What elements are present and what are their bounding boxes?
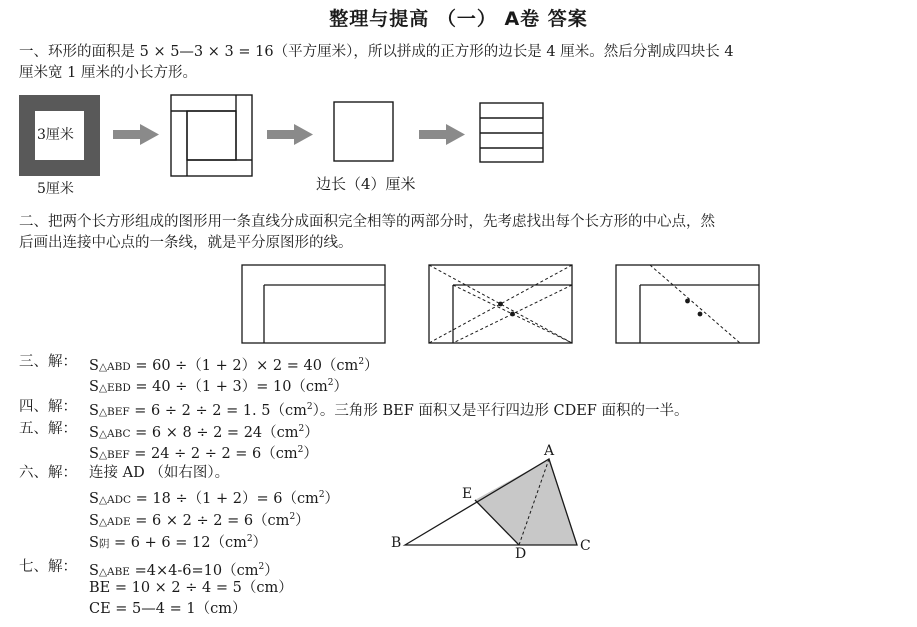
section6-line1: 连接 AD （如右图）。 (89, 465, 230, 481)
section4-lead: 四、解： (19, 399, 77, 415)
section5-line2: S△BEF = $24 \div 2 \div 2 = 6(cm^2)$ (89, 445, 318, 462)
section7-line1: S△ABE $=4\times 4-6=10(cm^2)$ (89, 562, 279, 579)
section7-line3: CE = 5—4 = 1（cm） (89, 601, 247, 617)
section1-text-line1: 一、环形的面积是 5 × 5—3 × 3 = 16（平方厘米），所以拼成的正方形的边长是 4 厘米。然后分割成四块长 4 (19, 44, 734, 60)
point-c-label: C (580, 538, 591, 554)
section4-line: S△BEF = 6 ÷ 2 ÷ 2 = 1. $5(cm^2)$。三角形 BEF 面积又是平行四边形 CDEF 面积的一半。 (89, 402, 689, 419)
section3-line1: S△ABD = $60 \div(1 + 2)\times 2 = 40(cm^2)$ (89, 357, 379, 374)
section6-line2: S△ADC = $18 \div(1 + 2)= 6(cm^2)$ (89, 490, 340, 507)
shaded-region (475, 459, 577, 545)
point-a-label: A (544, 443, 555, 459)
section3-line2: S△EBD = $40 \div(1 + 3)= 10(cm^2)$ (89, 378, 349, 395)
square-side-label: 边长（4）厘米 (316, 175, 416, 193)
point-b-label: B (391, 535, 402, 551)
section5-line1: S△ABC = $6 \times 8 \div 2 = 24(cm^2)$ (89, 424, 319, 441)
section2-text-line1: 二、把两个长方形组成的图形用一条直线分成面积完全相等的两部分时，先考虑找出每个长方形的中心点，然 (19, 214, 715, 230)
section1-text-line2: 厘米宽 1 厘米的小长方形。 (19, 65, 197, 81)
section2-text-line2: 后画出连接中心点的一条线，就是平分原图形的线。 (19, 235, 353, 251)
page-title: 整理与提高 （一） A卷 答案 (329, 8, 588, 30)
outer-side-label: 5厘米 (37, 181, 74, 197)
section7-line2: BE = 10 × 2 ÷ 4 = 5（cm） (89, 580, 293, 596)
section6-lead: 六、解： (19, 465, 77, 481)
section3-lead: 三、解： (19, 354, 77, 370)
section7-lead: 七、解： (19, 559, 77, 575)
section5-lead: 五、解： (19, 421, 77, 437)
point-e-label: E (462, 486, 473, 502)
section6-line3: S△ADE = $6 \times 2 \div 2 = 6(cm^2)$ (89, 512, 310, 529)
section6-line4: S阴 = $6 + 6 = 12(cm^2)$ (89, 534, 268, 551)
inner-side-label: 3厘米 (37, 127, 74, 143)
point-d-label: D (515, 546, 527, 562)
